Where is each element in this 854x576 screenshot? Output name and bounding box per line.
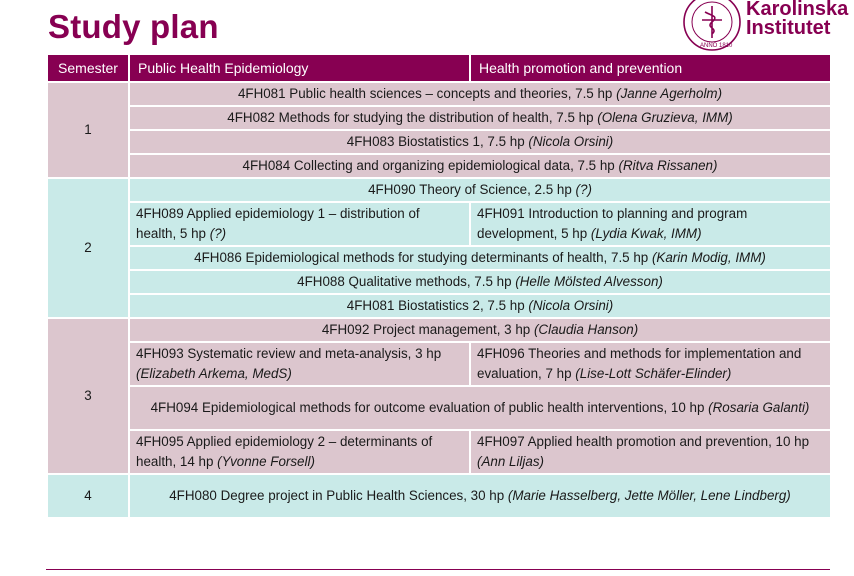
table-row (47, 270, 831, 294)
semester-number: 1 (47, 82, 129, 178)
course-cell-right: 4FH091 Introduction to planning and program development, 5 hp (Lydia Kwak, IMM) (470, 202, 831, 246)
table-row (47, 342, 831, 386)
table-row (47, 294, 831, 318)
course-teacher: (Olena Gruzieva, IMM) (597, 110, 733, 125)
table-row (47, 82, 831, 106)
logo-line-2: Institutet (746, 17, 831, 39)
course-teacher: (Rosaria Galanti) (708, 400, 810, 415)
course-cell: 4FH088 Qualitative methods, 7.5 hp (Helle Mölsted Alvesson) (129, 270, 831, 294)
header-semester: Semester (47, 54, 129, 82)
course-teacher: (Marie Hasselberg, Jette Möller, Lene Lindberg) (507, 488, 791, 503)
course-cell-right: 4FH096 Theories and methods for implementation and evaluation, 7 hp (Lise-Lott Schäfer-Elinder) (470, 342, 831, 386)
course-teacher: (Nicola Orsini) (528, 298, 614, 313)
table-row (47, 474, 831, 518)
course-cell: 4FH092 Project management, 3 hp (Claudia Hanson) (129, 318, 831, 342)
course-teacher: (Claudia Hanson) (533, 322, 639, 337)
course-teacher: (?) (209, 226, 227, 241)
course-cell: 4FH081 Public health sciences – concepts and theories, 7.5 hp (Janne Agerholm) (129, 82, 831, 106)
course-cell: 4FH084 Collecting and organizing epidemiological data, 7.5 hp (Ritva Rissanen) (129, 154, 831, 178)
table-row (47, 154, 831, 178)
course-teacher: (Karin Modig, IMM) (651, 250, 766, 265)
table-row (47, 202, 831, 246)
table-row (47, 386, 831, 430)
table-header-row (47, 54, 831, 82)
course-cell: 4FH080 Degree project in Public Health Sciences, 30 hp (Marie Hasselberg, Jette Möller, Lene Lindberg) (129, 474, 831, 518)
course-teacher: (Yvonne Forsell) (217, 454, 315, 469)
page-title: Study plan (48, 8, 219, 45)
header-health-promotion: Health promotion and prevention (470, 54, 831, 82)
course-cell: 4FH094 Epidemiological methods for outcome evaluation of public health interventions, 10 hp (Rosaria Galanti) (129, 386, 831, 430)
course-teacher: (Nicola Orsini) (528, 134, 614, 149)
course-teacher: (Lise-Lott Schäfer-Elinder) (575, 366, 732, 381)
table-row (47, 130, 831, 154)
course-cell: 4FH090 Theory of Science, 2.5 hp (?) (129, 178, 831, 202)
semester-number: 3 (47, 318, 129, 474)
table-row (47, 318, 831, 342)
course-teacher: (Lydia Kwak, IMM) (590, 226, 702, 241)
institution-logo (746, 0, 848, 38)
course-cell-left: 4FH089 Applied epidemiology 1 – distribution of health, 5 hp (?) (129, 202, 470, 246)
course-cell-left: 4FH093 Systematic review and meta-analysis, 3 hp (Elizabeth Arkema, MedS) (129, 342, 470, 386)
semester-number: 4 (47, 474, 129, 518)
course-cell: 4FH083 Biostatistics 1, 7.5 hp (Nicola Orsini) (129, 130, 831, 154)
table-row (47, 246, 831, 270)
course-cell: 4FH082 Methods for studying the distribution of health, 7.5 hp (Olena Gruzieva, IMM) (129, 106, 831, 130)
course-teacher: (?) (575, 182, 592, 197)
course-cell: 4FH086 Epidemiological methods for studying determinants of health, 7.5 hp (Karin Modig, IMM) (129, 246, 831, 270)
header-public-health-epidemiology: Public Health Epidemiology (129, 54, 470, 82)
logo-line-1: Karolinska (746, 0, 849, 20)
semester-number: 2 (47, 178, 129, 318)
seal-text: ANNO 1810 (700, 43, 733, 49)
table-row (47, 178, 831, 202)
course-teacher: (Ritva Rissanen) (618, 158, 718, 173)
course-teacher: (Helle Mölsted Alvesson) (515, 274, 663, 289)
course-cell-left: 4FH095 Applied epidemiology 2 – determinants of health, 14 hp (Yvonne Forsell) (129, 430, 470, 474)
course-teacher: (Elizabeth Arkema, MedS) (136, 366, 292, 381)
course-teacher: (Janne Agerholm) (616, 86, 723, 101)
course-cell-right: 4FH097 Applied health promotion and prevention, 10 hp (Ann Liljas) (470, 430, 831, 474)
footer-divider (46, 569, 830, 570)
study-plan-table (46, 53, 832, 519)
course-cell: 4FH081 Biostatistics 2, 7.5 hp (Nicola Orsini) (129, 294, 831, 318)
course-teacher: (Ann Liljas) (477, 454, 544, 469)
table-row (47, 106, 831, 130)
table-row (47, 430, 831, 474)
